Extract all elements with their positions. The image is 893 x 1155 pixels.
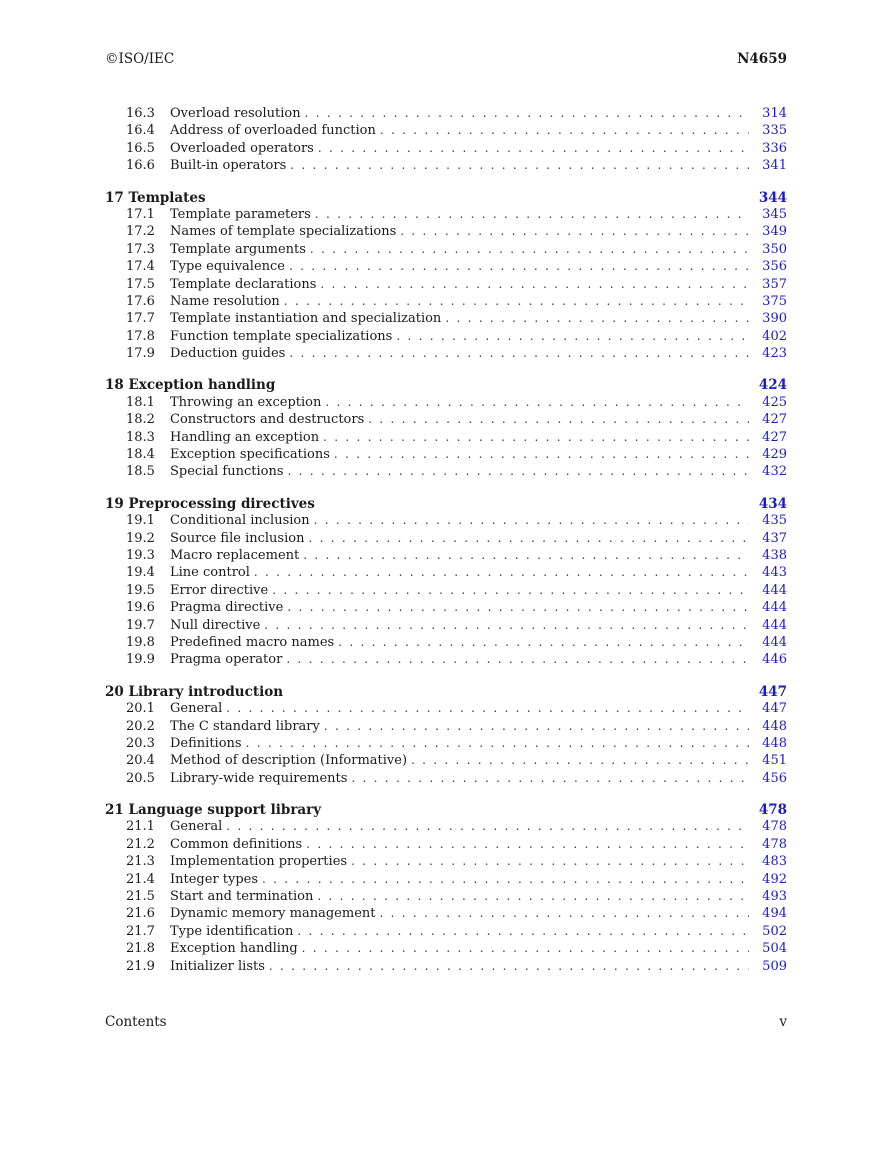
entry-number: 19.7 [126,617,155,633]
dot-leader [351,854,749,868]
entry-page-link[interactable]: 478 [762,819,787,835]
chapter-page-link[interactable]: 344 [758,189,787,206]
entry-number: 20.5 [126,770,155,786]
toc-entry[interactable] [105,430,787,447]
entry-page-link[interactable]: 446 [762,652,787,668]
entry-title: Start and termination [170,889,314,905]
entry-number: 17.9 [126,346,155,362]
dot-leader [289,259,749,273]
entry-page-link[interactable]: 504 [762,941,787,957]
entry-number: 17.3 [126,241,155,257]
entry-page-link[interactable]: 447 [762,701,787,717]
footer-page-number: v [779,1014,787,1030]
entry-page-link[interactable]: 357 [762,276,787,292]
entry-number: 17.6 [126,293,155,309]
entry-title: Predefined macro names [170,634,335,650]
toc-entry[interactable] [105,141,787,158]
entry-title: Implementation properties [170,854,348,870]
chapter-title: 17 Templates [105,189,206,206]
toc-entry[interactable] [105,531,787,548]
chapter-page-link[interactable]: 434 [758,495,787,512]
entry-title: Special functions [170,464,284,480]
toc-entry[interactable] [105,346,787,363]
entry-title: Throwing an exception [170,394,322,410]
toc-entry[interactable] [105,277,787,294]
toc-section [105,190,787,364]
entry-title: Exception handling [170,941,298,957]
toc-entry[interactable] [105,311,787,328]
dot-leader [269,959,749,973]
dot-leader [338,635,749,649]
dot-leader [226,819,749,833]
toc-entry[interactable] [105,412,787,429]
entry-page-link[interactable]: 502 [762,923,787,939]
entry-page-link[interactable]: 432 [762,464,787,480]
entry-title: Pragma directive [170,600,284,616]
entry-number: 19.3 [126,547,155,563]
entry-number: 19.2 [126,530,155,546]
entry-page-link[interactable]: 509 [762,958,787,974]
entry-title: Template declarations [170,276,317,292]
entry-number: 20.4 [126,753,155,769]
entry-page-link[interactable]: 451 [762,753,787,769]
toc-entry[interactable] [105,854,787,871]
entry-page-link[interactable]: 448 [762,718,787,734]
toc-entry[interactable] [105,464,787,481]
footer-section-name: Contents [105,1014,167,1030]
entry-title: Error directive [170,582,269,598]
entry-number: 17.4 [126,259,155,275]
entry-title: Deduction guides [170,346,286,362]
dot-leader [284,294,749,308]
toc-entry[interactable] [105,906,787,923]
entry-number: 17.2 [126,224,155,240]
entry-number: 18.3 [126,429,155,445]
chapter-page-link[interactable]: 478 [758,802,787,819]
entry-page-link[interactable]: 456 [762,770,787,786]
entry-title: Type equivalence [170,259,286,275]
header-copyright: ©ISO/IEC [105,51,175,67]
entry-number: 17.8 [126,328,155,344]
dot-leader [290,158,749,172]
entry-number: 21.4 [126,871,155,887]
entry-page-link[interactable]: 341 [762,158,787,174]
entry-number: 19.1 [126,513,155,529]
dot-leader [262,872,749,886]
entry-number: 21.2 [126,836,155,852]
entry-title: Null directive [170,617,261,633]
entry-page-link[interactable]: 493 [762,889,787,905]
toc-chapter-heading[interactable] [105,190,787,207]
dot-leader [320,277,749,291]
entry-number: 18.2 [126,412,155,428]
toc-entry[interactable] [105,259,787,276]
entry-number: 19.9 [126,652,155,668]
toc-section [105,684,787,788]
entry-title: Template arguments [170,241,306,257]
dot-leader [272,583,749,597]
entry-title: Template parameters [170,206,311,222]
dot-leader [400,224,749,238]
entry-number: 21.7 [126,923,155,939]
dot-leader [315,207,749,221]
entry-page-link[interactable]: 375 [762,293,787,309]
toc-chapter-heading[interactable] [105,377,787,394]
toc-entry[interactable] [105,158,787,175]
entry-number: 20.3 [126,735,155,751]
dot-leader [351,771,749,785]
toc-entry[interactable] [105,889,787,906]
entry-number: 17.7 [126,311,155,327]
entry-page-link[interactable]: 435 [762,513,787,529]
toc-entry[interactable] [105,959,787,976]
toc-entry[interactable] [105,224,787,241]
toc-section [105,377,787,481]
chapter-title: 21 Language support library [105,802,322,819]
entry-title: Overload resolution [170,106,301,121]
entry-page-link[interactable]: 444 [762,582,787,598]
toc-entry[interactable] [105,565,787,582]
toc-entry[interactable] [105,941,787,958]
dot-leader [325,395,749,409]
entry-title: Dynamic memory management [170,906,376,922]
entry-number: 20.1 [126,701,155,717]
dot-leader [288,464,750,478]
dot-leader [254,565,749,579]
dot-leader [323,430,749,444]
toc-entry[interactable] [105,837,787,854]
toc-entry[interactable] [105,242,787,259]
entry-title: The C standard library [170,718,320,734]
entry-page-link[interactable]: 427 [762,412,787,428]
toc-chapter-heading[interactable] [105,684,787,701]
entry-title: Library-wide requirements [170,770,348,786]
toc-entry[interactable] [105,872,787,889]
dot-leader [445,311,749,325]
entry-title: Names of template specializations [170,224,397,240]
toc-entry[interactable] [105,753,787,770]
entry-page-link[interactable]: 444 [762,617,787,633]
toc-entry[interactable] [105,771,787,788]
entry-number: 21.5 [126,889,155,905]
entry-number: 20.2 [126,718,155,734]
entry-title: Source file inclusion [170,530,305,546]
entry-title: Pragma operator [170,652,283,668]
entry-number: 21.3 [126,854,155,870]
entry-page-link[interactable]: 427 [762,429,787,445]
chapter-page-link[interactable]: 424 [758,377,787,394]
toc-entry[interactable] [105,548,787,565]
entry-page-link[interactable]: 336 [762,140,787,156]
dot-leader [317,889,749,903]
dot-leader [297,924,749,938]
entry-page-link[interactable]: 478 [762,836,787,852]
entry-page-link[interactable]: 437 [762,530,787,546]
entry-number: 16.6 [126,158,155,174]
dot-leader [380,906,750,920]
toc-chapter-heading[interactable] [105,802,787,819]
entry-title: Template instantiation and specialization [170,311,442,327]
entry-title: General [170,701,223,717]
dot-leader [246,736,749,750]
entry-title: Name resolution [170,293,280,309]
dot-leader [308,531,749,545]
entry-number: 19.6 [126,600,155,616]
toc-section [105,802,787,976]
entry-page-link[interactable]: 492 [762,871,787,887]
dot-leader [287,600,749,614]
entry-title: Initializer lists [170,958,265,974]
entry-number: 16.4 [126,123,155,139]
toc-entry[interactable] [105,736,787,753]
chapter-page-link[interactable]: 447 [758,683,787,700]
toc-entry[interactable] [105,123,787,140]
toc-entry[interactable] [105,719,787,736]
dot-leader [396,329,749,343]
entry-number: 18.4 [126,447,155,463]
chapter-title: 18 Exception handling [105,377,276,394]
toc-entry[interactable] [105,583,787,600]
entry-page-link[interactable]: 444 [762,600,787,616]
dot-leader [314,513,749,527]
dot-leader [264,618,749,632]
entry-page-link[interactable]: 448 [762,735,787,751]
entry-title: Exception specifications [170,447,330,463]
toc-entry[interactable] [105,395,787,412]
entry-page-link[interactable]: 483 [762,854,787,870]
dot-leader [318,141,749,155]
dot-leader [303,548,749,562]
entry-title: Line control [170,565,250,581]
toc-entry[interactable] [105,652,787,669]
toc-entry[interactable] [105,207,787,224]
table-of-contents [105,106,787,990]
toc-chapter-heading[interactable] [105,496,787,513]
toc-entry[interactable] [105,294,787,311]
entry-page-link[interactable]: 425 [762,394,787,410]
entry-page-link[interactable]: 429 [762,447,787,463]
entry-page-link[interactable]: 423 [762,346,787,362]
toc-entry[interactable] [105,329,787,346]
toc-entry[interactable] [105,819,787,836]
dot-leader [368,412,749,426]
entry-page-link[interactable]: 390 [762,311,787,327]
entry-number: 19.5 [126,582,155,598]
dot-leader [306,837,749,851]
entry-title: Overloaded operators [170,140,314,156]
entry-number: 17.1 [126,206,155,222]
entry-number: 16.5 [126,140,155,156]
entry-page-link[interactable]: 335 [762,123,787,139]
toc-entry[interactable] [105,618,787,635]
chapter-title: 19 Preprocessing directives [105,495,315,512]
toc-section [105,496,787,670]
dot-leader [411,753,749,767]
entry-title: Function template specializations [170,328,393,344]
toc-entry[interactable] [105,600,787,617]
toc-entry[interactable] [105,447,787,464]
entry-page-link[interactable]: 350 [762,241,787,257]
dot-leader [310,242,749,256]
entry-page-link[interactable]: 494 [762,906,787,922]
entry-page-link[interactable]: 444 [762,634,787,650]
entry-title: Type identification [170,923,294,939]
entry-title: Definitions [170,735,242,751]
header-document-number: N4659 [737,51,787,67]
entry-number: 17.5 [126,276,155,292]
entry-page-link[interactable]: 438 [762,547,787,563]
entry-title: Macro replacement [170,547,300,563]
entry-number: 19.8 [126,634,155,650]
entry-page-link[interactable]: 345 [762,206,787,222]
entry-page-link[interactable]: 314 [762,106,787,121]
entry-number: 21.9 [126,958,155,974]
entry-title: General [170,819,223,835]
entry-page-link[interactable]: 356 [762,259,787,275]
toc-entry[interactable] [105,924,787,941]
entry-number: 21.8 [126,941,155,957]
dot-leader [305,106,749,120]
entry-page-link[interactable]: 402 [762,328,787,344]
entry-title: Integer types [170,871,259,887]
entry-number: 21.1 [126,819,155,835]
entry-title: Method of description (Informative) [170,753,408,769]
dot-leader [324,719,749,733]
entry-title: Common definitions [170,836,303,852]
entry-number: 18.5 [126,464,155,480]
dot-leader [286,652,749,666]
entry-number: 19.4 [126,565,155,581]
toc-entry[interactable] [105,106,787,123]
toc-entry[interactable] [105,635,787,652]
entry-title: Handling an exception [170,429,320,445]
dot-leader [334,447,749,461]
dot-leader [226,701,749,715]
chapter-title: 20 Library introduction [105,683,284,700]
entry-number: 16.3 [126,106,155,121]
entry-title: Constructors and destructors [170,412,365,428]
toc-section [105,106,787,176]
toc-entry[interactable] [105,701,787,718]
entry-number: 18.1 [126,394,155,410]
entry-title: Conditional inclusion [170,513,310,529]
dot-leader [289,346,749,360]
entry-page-link[interactable]: 443 [762,565,787,581]
toc-entry[interactable] [105,513,787,530]
dot-leader [302,941,749,955]
entry-page-link[interactable]: 349 [762,224,787,240]
entry-title: Built-in operators [170,158,287,174]
entry-title: Address of overloaded function [170,123,376,139]
dot-leader [380,123,749,137]
entry-number: 21.6 [126,906,155,922]
